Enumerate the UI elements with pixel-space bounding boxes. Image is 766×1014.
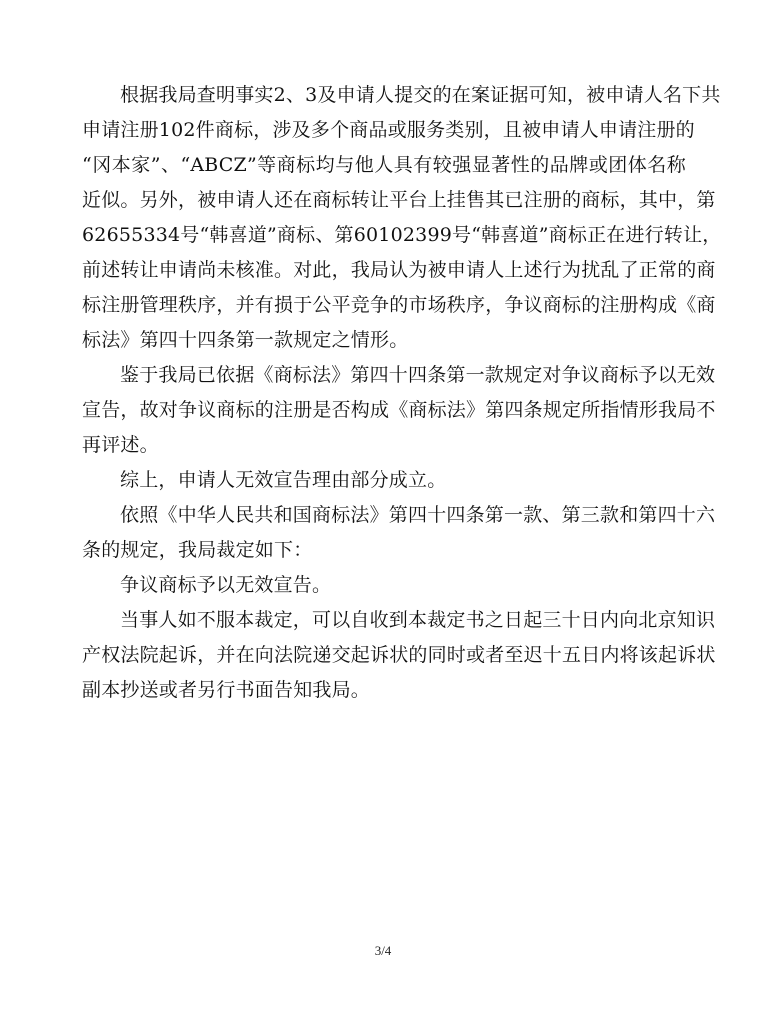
paragraph-appeal-notice xyxy=(82,603,716,708)
text-line: 根据我局查明事实2、3及申请人提交的在案证据可知，被申请人名下共 xyxy=(120,84,721,106)
text-line: 鉴于我局已依据《商标法》第四十四条第一款规定对争议商标予以无效 xyxy=(120,364,716,386)
text-line: 标法》第四十四条第一款规定之情形。 xyxy=(82,329,409,351)
text-line: 62655334号“韩喜道”商标、第60102399号“韩喜道”商标正在进行转让， xyxy=(82,224,722,246)
text-line: 标注册管理秩序，并有损于公平竞争的市场秩序，争议商标的注册构成《商 xyxy=(82,294,716,316)
paragraph-legal-basis xyxy=(82,498,716,568)
text-line: 近似。另外，被申请人还在商标转让平台上挂售其已注册的商标，其中，第 xyxy=(82,189,716,211)
text-line: 产权法院起诉，并在向法院递交起诉状的同时或者至迟十五日内将该起诉状 xyxy=(82,644,716,666)
document-body xyxy=(82,78,722,708)
text-line: 副本抄送或者另行书面告知我局。 xyxy=(82,679,371,701)
text-line: 前述转让申请尚未核准。对此，我局认为被申请人上述行为扰乱了正常的商 xyxy=(82,259,716,281)
paragraph-conclusion xyxy=(82,463,686,498)
text-line: 依照《中华人民共和国商标法》第四十四条第一款、第三款和第四十六 xyxy=(120,504,716,526)
text-line: “冈本家”、“ABCZ”等商标均与他人具有较强显著性的品牌或团体名称 xyxy=(82,154,686,176)
text-line: 当事人如不服本裁定，可以自收到本裁定书之日起三十日内向北京知识 xyxy=(120,609,716,631)
paragraph-evidence-findings xyxy=(82,78,722,358)
paragraph-article-four xyxy=(82,358,716,463)
text-line: 条的规定，我局裁定如下： xyxy=(82,539,313,561)
text-line: 再评述。 xyxy=(82,434,159,456)
text-line: 争议商标予以无效宣告。 xyxy=(120,574,332,596)
paragraph-ruling xyxy=(82,568,686,603)
text-line: 申请注册102件商标，涉及多个商品或服务类别，且被申请人申请注册的 xyxy=(82,119,695,141)
text-line: 综上，申请人无效宣告理由部分成立。 xyxy=(120,469,447,491)
text-line: 宣告，故对争议商标的注册是否构成《商标法》第四条规定所指情形我局不 xyxy=(82,399,716,421)
page-number: 3/4 xyxy=(374,943,392,958)
